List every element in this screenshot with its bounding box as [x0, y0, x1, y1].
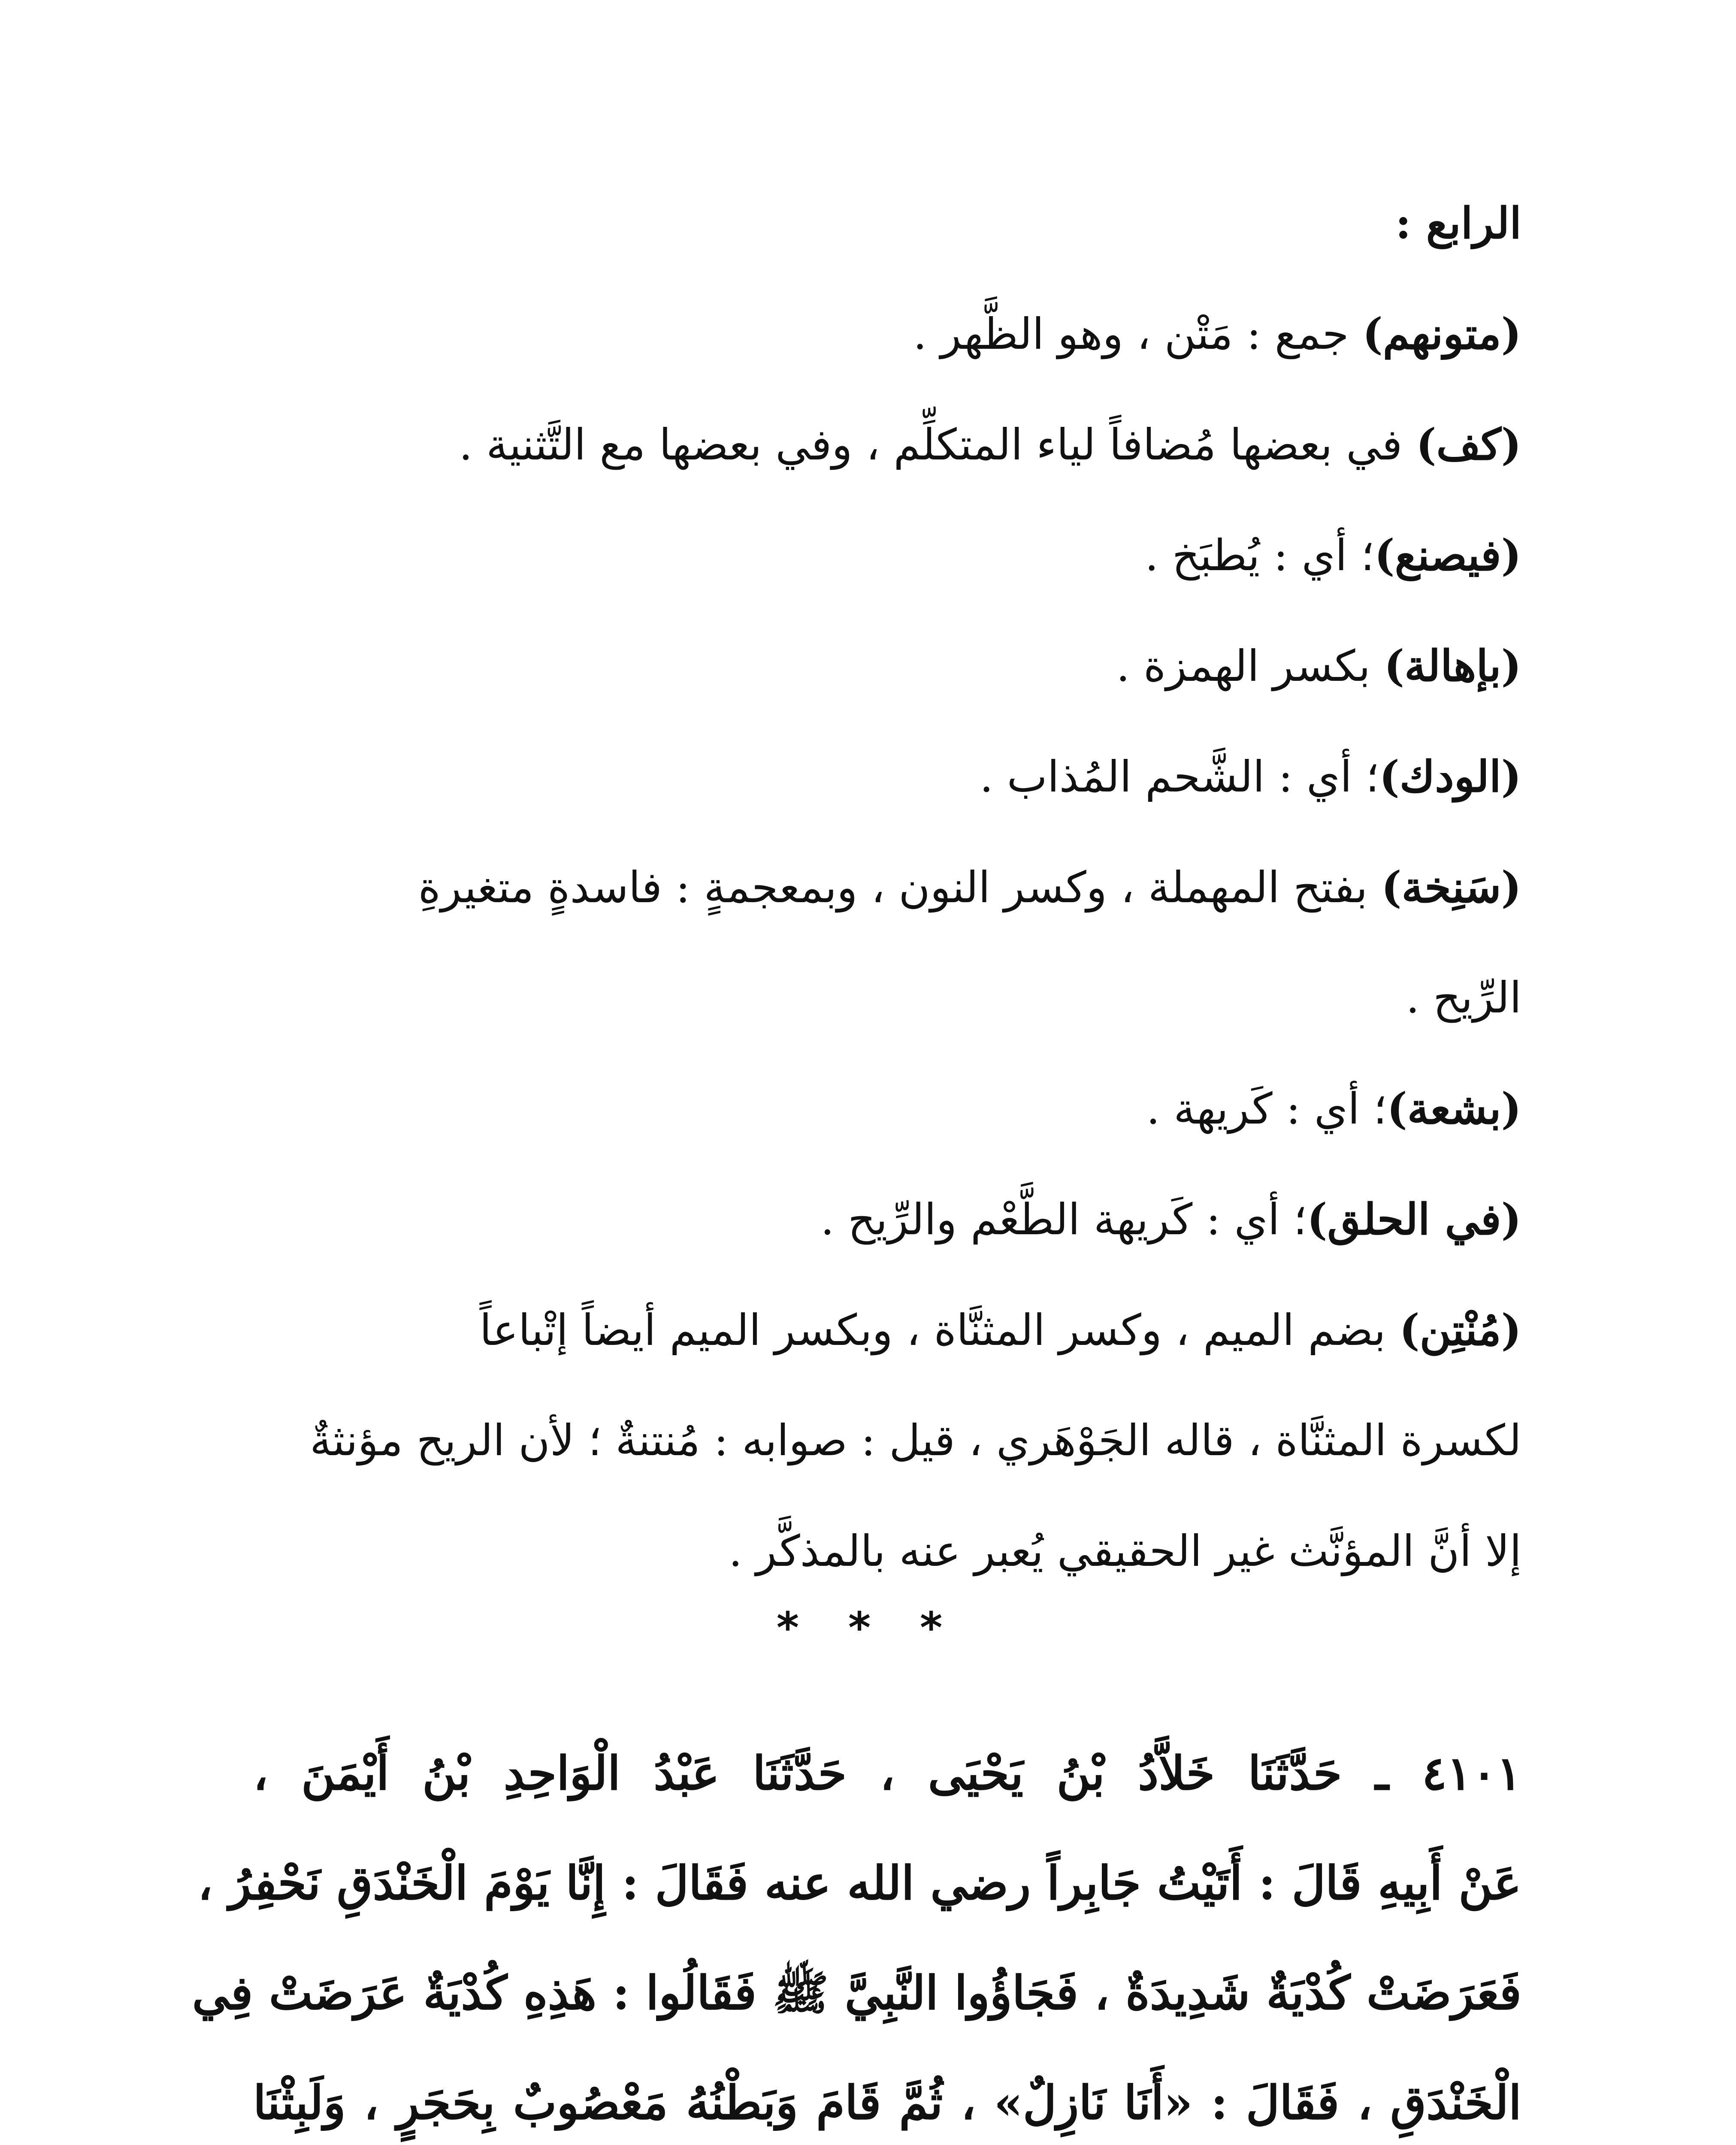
gloss-text: بضم الميم ، وكسر المثنَّاة ، وبكسر الميم أيضاً إتْباعاً: [479, 1305, 1400, 1355]
gloss-text: في بعضها مُضافاً لياء المتكلِّم ، وفي بعضها مع التَّثنية .: [459, 420, 1416, 470]
gloss-line: [257, 1083, 1521, 1134]
hadith-line: عَنْ أَبِيهِ قَالَ : أَتَيْتُ جَابِراً رضي الله عنه فَقَالَ : إِنَّا يَوْمَ الْخَنْدَقِ نَحْفِرُ ،: [197, 1856, 1521, 1910]
gloss-text: ؛ أي : يُطبَخ .: [1145, 530, 1375, 580]
gloss-line: [257, 1194, 1521, 1245]
gloss-text: إلا أنَّ المؤنَّث غير الحقيقي يُعبر عنه بالمذكَّر .: [729, 1526, 1521, 1576]
gloss-continuation: [257, 1526, 1521, 1576]
gloss-term: (الودك): [1379, 751, 1521, 802]
gloss-continuation: [257, 1415, 1521, 1465]
gloss-text: الرِّيح .: [1406, 973, 1521, 1023]
gloss-text: لكسرة المثنَّاة ، قاله الجَوْهَري ، قيل : صوابه : مُنتنةٌ ؛ لأن الريح مؤنثةٌ: [310, 1415, 1521, 1465]
gloss-line: [257, 751, 1521, 802]
gloss-line: [257, 862, 1521, 912]
gloss-text: ؛ أي : كَريهة .: [1146, 1084, 1387, 1134]
gloss-line: [257, 419, 1521, 470]
hadith-line: الْخَنْدَقِ ، فَقَالَ : «أَنَا نَازِلٌ» ، ثُمَّ قَامَ وَبَطْنُهُ مَعْصُوبٌ بِحَجَرٍ ، وَلَبِثْنَا: [253, 2076, 1521, 2130]
gloss-term: (بشعة): [1387, 1083, 1521, 1134]
gloss-line: [257, 640, 1521, 691]
gloss-text: جمع : مَتْن ، وهو الظَّهر .: [913, 309, 1363, 359]
gloss-line: [257, 308, 1521, 359]
gloss-text: بفتح المهملة ، وكسر النون ، وبمعجمةٍ : فاسدةٍ متغيرةِ: [418, 862, 1382, 912]
gloss-term: (بإهالة): [1384, 640, 1521, 691]
gloss-continuation: [257, 973, 1521, 1023]
hadith-line: ٤١٠١ ـ حَدَّثَنَا خَلاَّدُ بْنُ يَحْيَى ، حَدَّثَنَا عَبْدُ الْوَاحِدِ بْنُ أَيْمَنَ ،: [253, 1746, 1521, 1801]
gloss-text: ؛ أي : كَريهة الطَّعْم والرِّيح .: [820, 1194, 1307, 1245]
gloss-text: بكسر الهمزة .: [1116, 641, 1384, 691]
gloss-term: (سَنِخة): [1381, 862, 1521, 912]
gloss-term: (مُنْتِن): [1399, 1305, 1521, 1355]
hadith-line: فَعَرَضَتْ كُدْيَةٌ شَدِيدَةٌ ، فَجَاؤُوا النَّبِيَّ ﷺ فَقَالُوا : هَذِهِ كُدْيَةٌ عَرَضَتْ فِي: [192, 1966, 1521, 2020]
gloss-line: [257, 530, 1521, 580]
hadith-text: [192, 1746, 1521, 2145]
commentary-section: [257, 198, 1521, 1576]
gloss-term: (متونهم): [1362, 308, 1521, 359]
gloss-term: (فيصنع): [1374, 530, 1521, 580]
section-heading: الرابع :: [1395, 198, 1521, 248]
gloss-term: (كف): [1416, 419, 1521, 470]
gloss-line: [257, 1305, 1521, 1355]
gloss-text: ؛ أي : الشَّحم المُذاب .: [980, 752, 1379, 802]
gloss-term: (في الحلق): [1307, 1194, 1521, 1245]
section-separator: * * *: [776, 1603, 960, 1653]
